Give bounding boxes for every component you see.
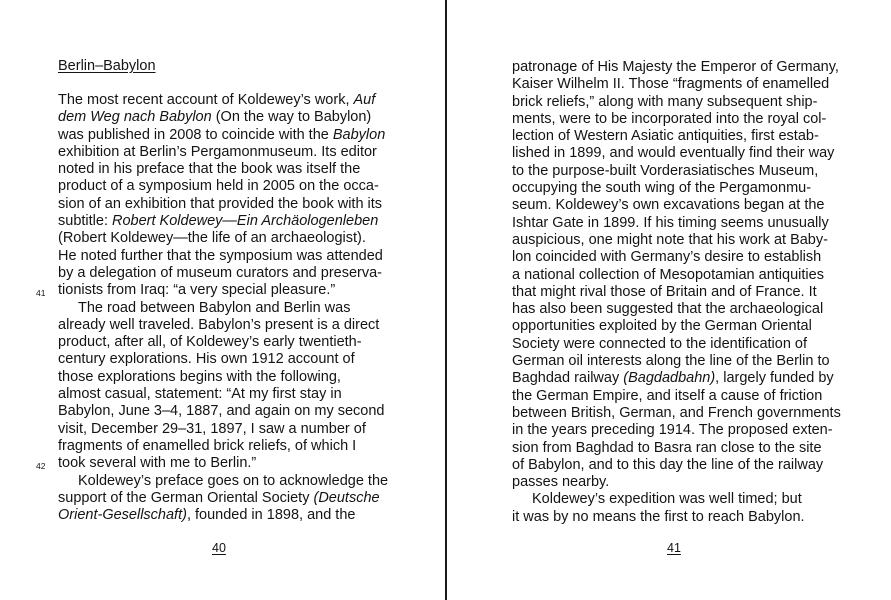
text-line: of Babylon, and to this day the line of the railway: [512, 456, 824, 473]
text-line: fragments of enamelled brick reliefs, of which I: [58, 437, 357, 454]
text-line: Koldewey’s expedition was well timed; but: [532, 491, 802, 508]
text-line: product, after all, of Koldewey’s early twentieth-: [58, 334, 362, 351]
text-line: by a delegation of museum curators and preserva-: [58, 264, 383, 281]
page-number: 41: [667, 541, 681, 555]
text-line: lished in 1899, and would eventually find their way: [512, 145, 835, 162]
text-line: century explorations. His own 1912 account of: [58, 351, 355, 368]
text-line: subtitle: Robert Koldewey—Ein Archäologenleben: [58, 213, 379, 230]
page-number: 40: [212, 541, 226, 555]
text-line: brick reliefs,” along with many subsequent ship-: [512, 93, 818, 110]
text-line: patronage of His Majesty the Emperor of Germany,: [512, 59, 839, 75]
text-line: between British, German, and French governments: [512, 404, 841, 421]
section-heading: Berlin–Babylon: [58, 58, 156, 74]
text-line: visit, December 29–31, 1897, I saw a number of: [58, 420, 366, 437]
text-line: lection of Western Asiatic antiquities, first estab-: [512, 128, 819, 145]
left-page: [0, 0, 445, 600]
text-line: The most recent account of Koldewey’s work, Auf: [58, 92, 376, 108]
text-line: in the years preceding 1914. The proposed exten-: [512, 422, 833, 439]
text-line: exhibition at Berlin’s Pergamonmuseum. Its editor: [58, 143, 377, 160]
text-line: Baghdad railway (Bagdadbahn), largely funded by: [512, 370, 834, 387]
text-line: auspicious, one might note that his work at Baby-: [512, 231, 828, 248]
text-line: Society were connected to the identification of: [512, 335, 808, 352]
text-line: German oil interests along the line of the Berlin to: [512, 353, 830, 370]
text-line: support of the German Oriental Society (Deutsche: [58, 489, 380, 506]
text-line: occupying the south wing of the Pergamonmu-: [512, 180, 812, 197]
text-line: dem Weg nach Babylon (On the way to Babylon): [58, 109, 372, 126]
text-line: a national collection of Mesopotamian antiquities: [512, 266, 824, 283]
text-line: Orient-Gesellschaft), founded in 1898, and the: [58, 507, 356, 524]
text-line: has also been suggested that the archaeological: [512, 301, 824, 318]
text-line: Babylon, June 3–4, 1887, and again on my second: [58, 403, 385, 420]
text-line: the German Empire, and itself a cause of friction: [512, 387, 823, 404]
line-marker: 42: [36, 461, 46, 472]
text-line: almost casual, statement: “At my first stay in: [58, 386, 342, 403]
text-line: 42 took several with me to Berlin.”: [58, 455, 388, 472]
text-line: sion of an exhibition that provided the book with its: [58, 195, 383, 212]
text-line: those explorations begins with the following,: [58, 368, 341, 385]
line-marker: 41: [36, 288, 46, 299]
text-line: was published in 2008 to coincide with the Babylon: [58, 126, 386, 143]
text-line: product of a symposium held in 2005 on the occa-: [58, 178, 379, 195]
text-line: noted in his preface that the book was itself the: [58, 161, 361, 178]
text-line: opportunities exploited by the German Oriental: [512, 318, 812, 335]
text-line: it was by no means the first to reach Babylon.: [512, 508, 805, 525]
text-line: that might rival those of Britain and of France. It: [512, 283, 817, 300]
text-line: (Robert Koldewey—the life of an archaeologist).: [58, 230, 366, 247]
text-line: ments, were to be incorporated into the royal col-: [512, 110, 827, 127]
text-line: sion from Baghdad to Basra ran close to the site: [512, 439, 822, 456]
text-line: He noted further that the symposium was attended: [58, 247, 383, 264]
text-line: Kaiser Wilhelm II. Those “fragments of enamelled: [512, 76, 830, 93]
text-line: The road between Babylon and Berlin was: [78, 299, 351, 316]
right-page-text: [512, 59, 841, 526]
text-line: Koldewey’s preface goes on to acknowledge the: [78, 472, 389, 489]
left-page-text: [36, 92, 389, 524]
text-line: already well traveled. Babylon’s present is a direct: [58, 316, 380, 333]
text-line: to the purpose-built Vorderasiatisches Museum,: [512, 162, 819, 179]
text-line: passes nearby.: [512, 474, 610, 491]
text-line: seum. Koldewey’s own excavations began at the: [512, 197, 825, 214]
text-line: Ishtar Gate in 1899. If his timing seems unusually: [512, 214, 829, 231]
text-line: 41 tionists from Iraq: “a very special pleasure.”: [58, 282, 388, 299]
text-line: lon coincided with Germany’s desire to establish: [512, 249, 822, 266]
right-page: [447, 0, 891, 600]
